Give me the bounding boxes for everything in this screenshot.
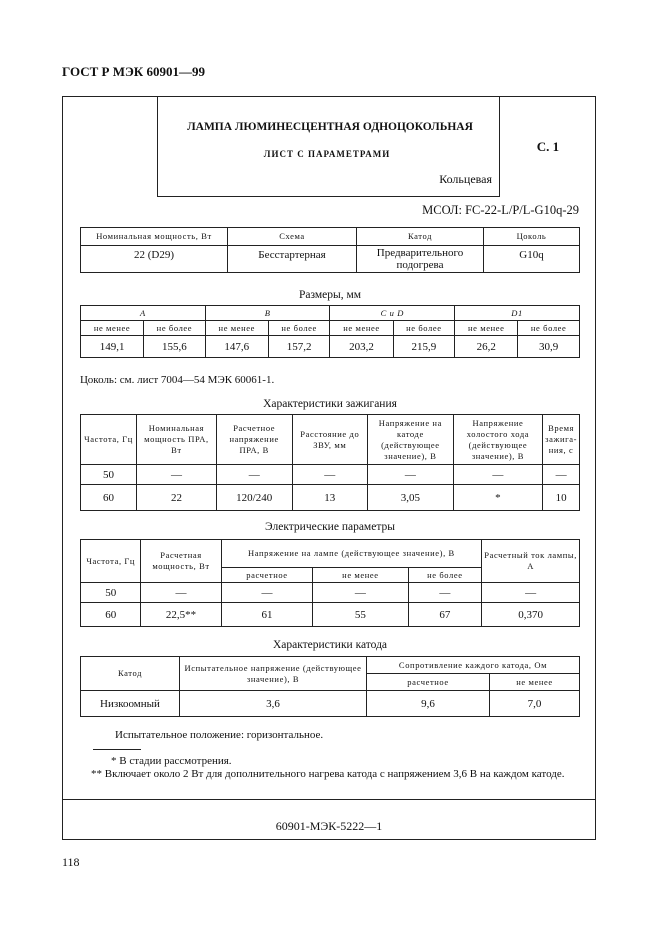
dim-sub: не более	[393, 321, 455, 336]
ign-cell: 120/240	[216, 485, 292, 511]
cat-cell: 3,6	[180, 691, 367, 717]
electrical-table	[80, 539, 580, 627]
el-header-frequency: Частота, Гц	[81, 540, 141, 583]
ign-cell: —	[453, 465, 542, 485]
dim-group-cd: C и D	[330, 306, 455, 321]
page-number: 118	[62, 855, 80, 869]
dim-sub: не более	[268, 321, 330, 336]
dim-group-d1: D1	[455, 306, 580, 321]
header-power: Номинальная мощность, Вт	[81, 228, 228, 246]
ign-header-frequency: Частота, Гц	[81, 415, 137, 465]
electrical-caption: Электрические параметры	[265, 521, 395, 533]
ign-cell: —	[216, 465, 292, 485]
cat-cell: Низкоомный	[81, 691, 180, 717]
dim-group-a: A	[81, 306, 206, 321]
cat-sub: расчетное	[367, 674, 490, 691]
dim-value: 215,9	[393, 336, 455, 358]
dimensions-caption: Размеры, мм	[298, 289, 362, 301]
el-cell: —	[313, 583, 408, 603]
ign-cell: —	[543, 465, 580, 485]
el-cell: —	[221, 583, 313, 603]
standard-number: ГОСТ Р МЭК 60901—99	[62, 64, 205, 79]
sheet-number: С. 1	[536, 139, 560, 154]
ign-cell: —	[137, 465, 217, 485]
cat-header-test-voltage: Испытательное напряжение (действующее значение), В	[180, 657, 367, 691]
ign-cell: —	[368, 465, 454, 485]
dim-value: 203,2	[330, 336, 393, 358]
el-cell: 50	[81, 583, 141, 603]
el-header-voltage: Напряжение на лампе (действующее значение), В	[221, 540, 482, 568]
dim-sub: не менее	[205, 321, 268, 336]
ign-cell: 3,05	[368, 485, 454, 511]
test-position: Испытательное положение: горизонтальное.	[115, 729, 324, 741]
cat-sub: не менее	[490, 674, 580, 691]
lamp-designation: МСОЛ: FC-22-L/P/L-G10q-29	[422, 203, 579, 217]
el-cell: 61	[221, 603, 313, 627]
ignition-caption: Характеристики зажигания	[263, 398, 397, 410]
dim-sub: не менее	[455, 321, 518, 336]
ignition-table	[80, 414, 580, 511]
value-scheme: Бесстартерная	[228, 246, 357, 273]
ign-cell: 22	[137, 485, 217, 511]
dim-sub: не более	[518, 321, 580, 336]
cat-header-type: Катод	[81, 657, 180, 691]
cat-header-resistance: Сопротивление каждого катода, Ом	[367, 657, 580, 674]
footnote-1: * В стадии рассмотрения.	[111, 755, 232, 767]
el-cell: 60	[81, 603, 141, 627]
ign-header-cathode-voltage: Напряжение на катоде (действующее значение), В	[368, 415, 454, 465]
el-sub: не менее	[313, 568, 408, 583]
cathode-caption: Характеристики катода	[272, 639, 388, 651]
header-scheme: Схема	[228, 228, 357, 246]
dim-value: 149,1	[81, 336, 144, 358]
el-header-power: Расчетная мощность, Вт	[141, 540, 221, 583]
ign-header-open-circuit: Напряжение холостого хода (действующее значение), В	[453, 415, 542, 465]
ign-cell: —	[292, 465, 368, 485]
dim-value: 147,6	[205, 336, 268, 358]
value-base: G10q	[484, 246, 580, 273]
el-header-current: Расчетный ток лампы, А	[482, 540, 580, 583]
dim-value: 30,9	[518, 336, 580, 358]
el-cell: —	[482, 583, 580, 603]
value-power: 22 (D29)	[81, 246, 228, 273]
dim-sub: не менее	[330, 321, 393, 336]
sheet-subtitle: ЛИСТ С ПАРАМЕТРАМИ	[263, 149, 391, 159]
lamp-shape: Кольцевая	[439, 172, 492, 186]
ign-header-distance: Расстояние до ЗВУ, мм	[292, 415, 368, 465]
el-sub: не более	[408, 568, 482, 583]
ign-header-ballast-power: Номинальная мощность ПРА, Вт	[137, 415, 217, 465]
dimensions-table	[80, 305, 580, 358]
el-cell: 55	[313, 603, 408, 627]
header-base: Цоколь	[484, 228, 580, 246]
dim-group-b: B	[205, 306, 330, 321]
sheet-code: 60901-МЭК-5222—1	[275, 819, 383, 833]
main-parameters-table	[80, 227, 580, 273]
footnote-rule	[93, 749, 141, 750]
el-cell: —	[141, 583, 221, 603]
dim-value: 155,6	[144, 336, 206, 358]
ign-header-time: Время зажига-ния, с	[543, 415, 580, 465]
footer-divider	[63, 799, 595, 800]
header-divider-left	[157, 97, 158, 197]
lamp-title: ЛАМПА ЛЮМИНЕСЦЕНТНАЯ ОДНОЦОКОЛЬНАЯ	[187, 121, 473, 133]
el-cell: 67	[408, 603, 482, 627]
base-note: Цоколь: см. лист 7004—54 МЭК 60061-1.	[80, 374, 275, 386]
header-divider-bottom	[157, 196, 500, 197]
ign-cell: 13	[292, 485, 368, 511]
dim-value: 26,2	[455, 336, 518, 358]
ign-header-ballast-voltage: Расчетное напряжение ПРА, В	[216, 415, 292, 465]
ign-cell: *	[453, 485, 542, 511]
ign-cell: 50	[81, 465, 137, 485]
el-cell: —	[408, 583, 482, 603]
ign-cell: 10	[543, 485, 580, 511]
footnote-2: ** Включает около 2 Вт для дополнительного нагрева катода с напряжением 3,6 В на каждом катоде.	[91, 768, 565, 780]
cat-cell: 7,0	[490, 691, 580, 717]
el-cell: 22,5**	[141, 603, 221, 627]
dim-sub: не более	[144, 321, 206, 336]
el-sub: расчетное	[221, 568, 313, 583]
dim-value: 157,2	[268, 336, 330, 358]
value-cathode: Предварительного подогрева	[357, 246, 484, 273]
cathode-table	[80, 656, 580, 717]
header-cathode: Катод	[357, 228, 484, 246]
cat-cell: 9,6	[367, 691, 490, 717]
ign-cell: 60	[81, 485, 137, 511]
el-cell: 0,370	[482, 603, 580, 627]
dim-sub: не менее	[81, 321, 144, 336]
